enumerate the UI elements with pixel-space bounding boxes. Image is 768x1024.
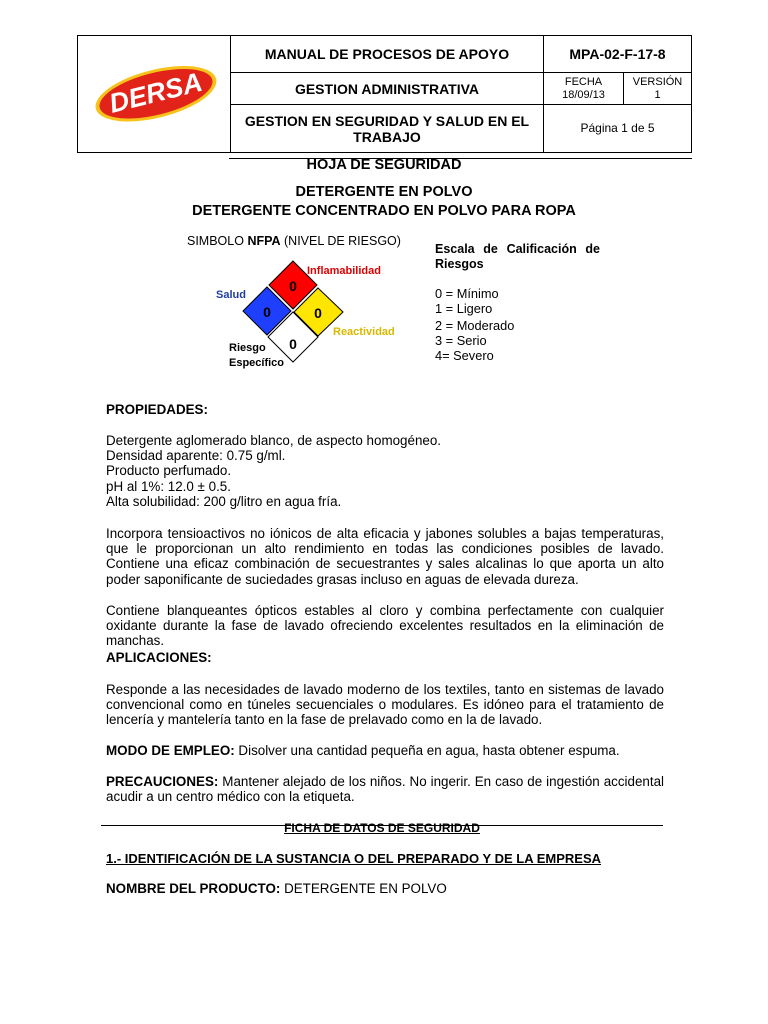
hoja-title: HOJA DE SEGURIDAD bbox=[306, 157, 462, 173]
propiedad-line: pH al 1%: 12.0 ± 0.5. bbox=[106, 478, 231, 494]
modo-empleo-label: MODO DE EMPLEO: bbox=[106, 743, 235, 758]
modo-empleo bbox=[106, 743, 664, 758]
nfpa-caption: SIMBOLO NFPA (NIVEL DE RIESGO) bbox=[187, 234, 401, 248]
document-code: MPA-02-F-17-8 bbox=[569, 46, 666, 62]
propiedad-line: Producto perfumado. bbox=[106, 463, 232, 479]
header-table bbox=[77, 35, 692, 153]
gestion-title: GESTION ADMINISTRATIVA bbox=[294, 80, 480, 97]
version-cell bbox=[624, 73, 691, 104]
nfpa-health-label: Salud bbox=[216, 289, 246, 301]
product-title-1: DETERGENTE EN POLVO bbox=[295, 184, 473, 200]
propiedades-paragraph-1: Incorpora tensioactivos no iónicos de alta eficacia y jabones solubles a bajas temperaturas, que le proporcionan un alto rendimiento en todas las condiciones posibles de lavado. Contiene una eficaz combinación de secuestrantes y sales alcalinas lo que aporta un alto poder saponificante de suciedades grasas incluso en aguas de elevada dureza. bbox=[106, 526, 664, 587]
aplicaciones-heading: APLICACIONES: bbox=[106, 650, 212, 665]
manual-title: MANUAL DE PROCESOS DE APOYO bbox=[264, 46, 510, 62]
fecha-label: FECHA bbox=[564, 75, 603, 88]
nfpa-special-label-2: Específico bbox=[229, 357, 285, 369]
nfpa-special-label-1: Riesgo bbox=[229, 342, 266, 354]
precauciones-text: Mantener alejado de los niños. No ingerir. En caso de ingestión accidental acudir a un centro médico con la etiqueta. bbox=[106, 774, 664, 805]
nombre-producto-value: DETERGENTE EN POLVO bbox=[280, 881, 447, 896]
product-title-2: DETERGENTE CONCENTRADO EN POLVO PARA ROPA bbox=[192, 203, 576, 219]
propiedades-paragraph-2: Contiene blanqueantes ópticos estables al cloro y combina perfectamente con cualquier oxidante durante la fase de lavado ofreciendo excelentes resultados en la eliminación de manchas. bbox=[106, 603, 664, 649]
version-value: 1 bbox=[654, 88, 661, 101]
nfpa-flammability-label: Inflamabilidad bbox=[307, 265, 381, 277]
scale-list bbox=[435, 287, 514, 364]
seguridad-title: GESTION EN SEGURIDAD Y SALUD EN EL TRABAJO bbox=[244, 112, 530, 145]
fecha-value: 18/09/13 bbox=[562, 88, 605, 101]
scale-item: 4= Severo bbox=[435, 347, 494, 363]
nfpa-special-value: 0 bbox=[289, 336, 297, 352]
nfpa-flammability-value: 0 bbox=[289, 278, 297, 294]
ficha-heading: FICHA DE DATOS DE SEGURIDAD bbox=[284, 821, 480, 835]
scale-item: 3 = Serio bbox=[435, 333, 487, 349]
version-label: VERSIÓN bbox=[632, 75, 683, 88]
nfpa-health-value: 0 bbox=[263, 304, 271, 320]
propiedad-line: Densidad aparente: 0.75 g/ml. bbox=[106, 448, 286, 464]
nfpa-diamond bbox=[200, 255, 420, 375]
propiedades-heading: PROPIEDADES: bbox=[106, 402, 208, 417]
scale-item: 0 = Mínimo bbox=[435, 286, 499, 301]
scale-title: Escala de Calificación de Riesgos bbox=[435, 242, 600, 271]
propiedad-line: Detergente aglomerado blanco, de aspecto homogéneo. bbox=[106, 433, 442, 448]
nfpa-reactivity-value: 0 bbox=[314, 305, 322, 321]
logo-text: DERSA bbox=[106, 66, 206, 119]
modo-empleo-text: Disolver una cantidad pequeña en agua, hasta obtener espuma. bbox=[234, 743, 620, 758]
dersa-logo bbox=[88, 42, 222, 146]
nombre-producto-label: NOMBRE DEL PRODUCTO: bbox=[106, 881, 281, 896]
nfpa-reactivity-label: Reactividad bbox=[333, 326, 395, 338]
scale-item: 2 = Moderado bbox=[435, 318, 515, 334]
precauciones bbox=[106, 774, 664, 804]
section-1-heading: 1.- IDENTIFICACIÓN DE LA SUSTANCIA O DEL PREPARADO Y DE LA EMPRESA bbox=[106, 851, 602, 866]
scale-item: 1 = Ligero bbox=[435, 300, 493, 316]
page-number: Página 1 de 5 bbox=[580, 121, 655, 135]
propiedades-list bbox=[106, 433, 664, 509]
aplicaciones-paragraph: Responde a las necesidades de lavado moderno de los textiles, tanto en sistemas de lavado convencional como en túneles secuenciales o modulares. Es idóneo para el tratamiento de lencería y mantelería tanto en la fase de prelavado como en la de lavado. bbox=[106, 682, 664, 728]
propiedad-line: Alta solubilidad: 200 g/litro en agua fría. bbox=[106, 493, 342, 509]
fecha-cell bbox=[544, 73, 623, 104]
nombre-producto bbox=[106, 881, 664, 896]
precauciones-label: PRECAUCIONES: bbox=[106, 774, 219, 789]
